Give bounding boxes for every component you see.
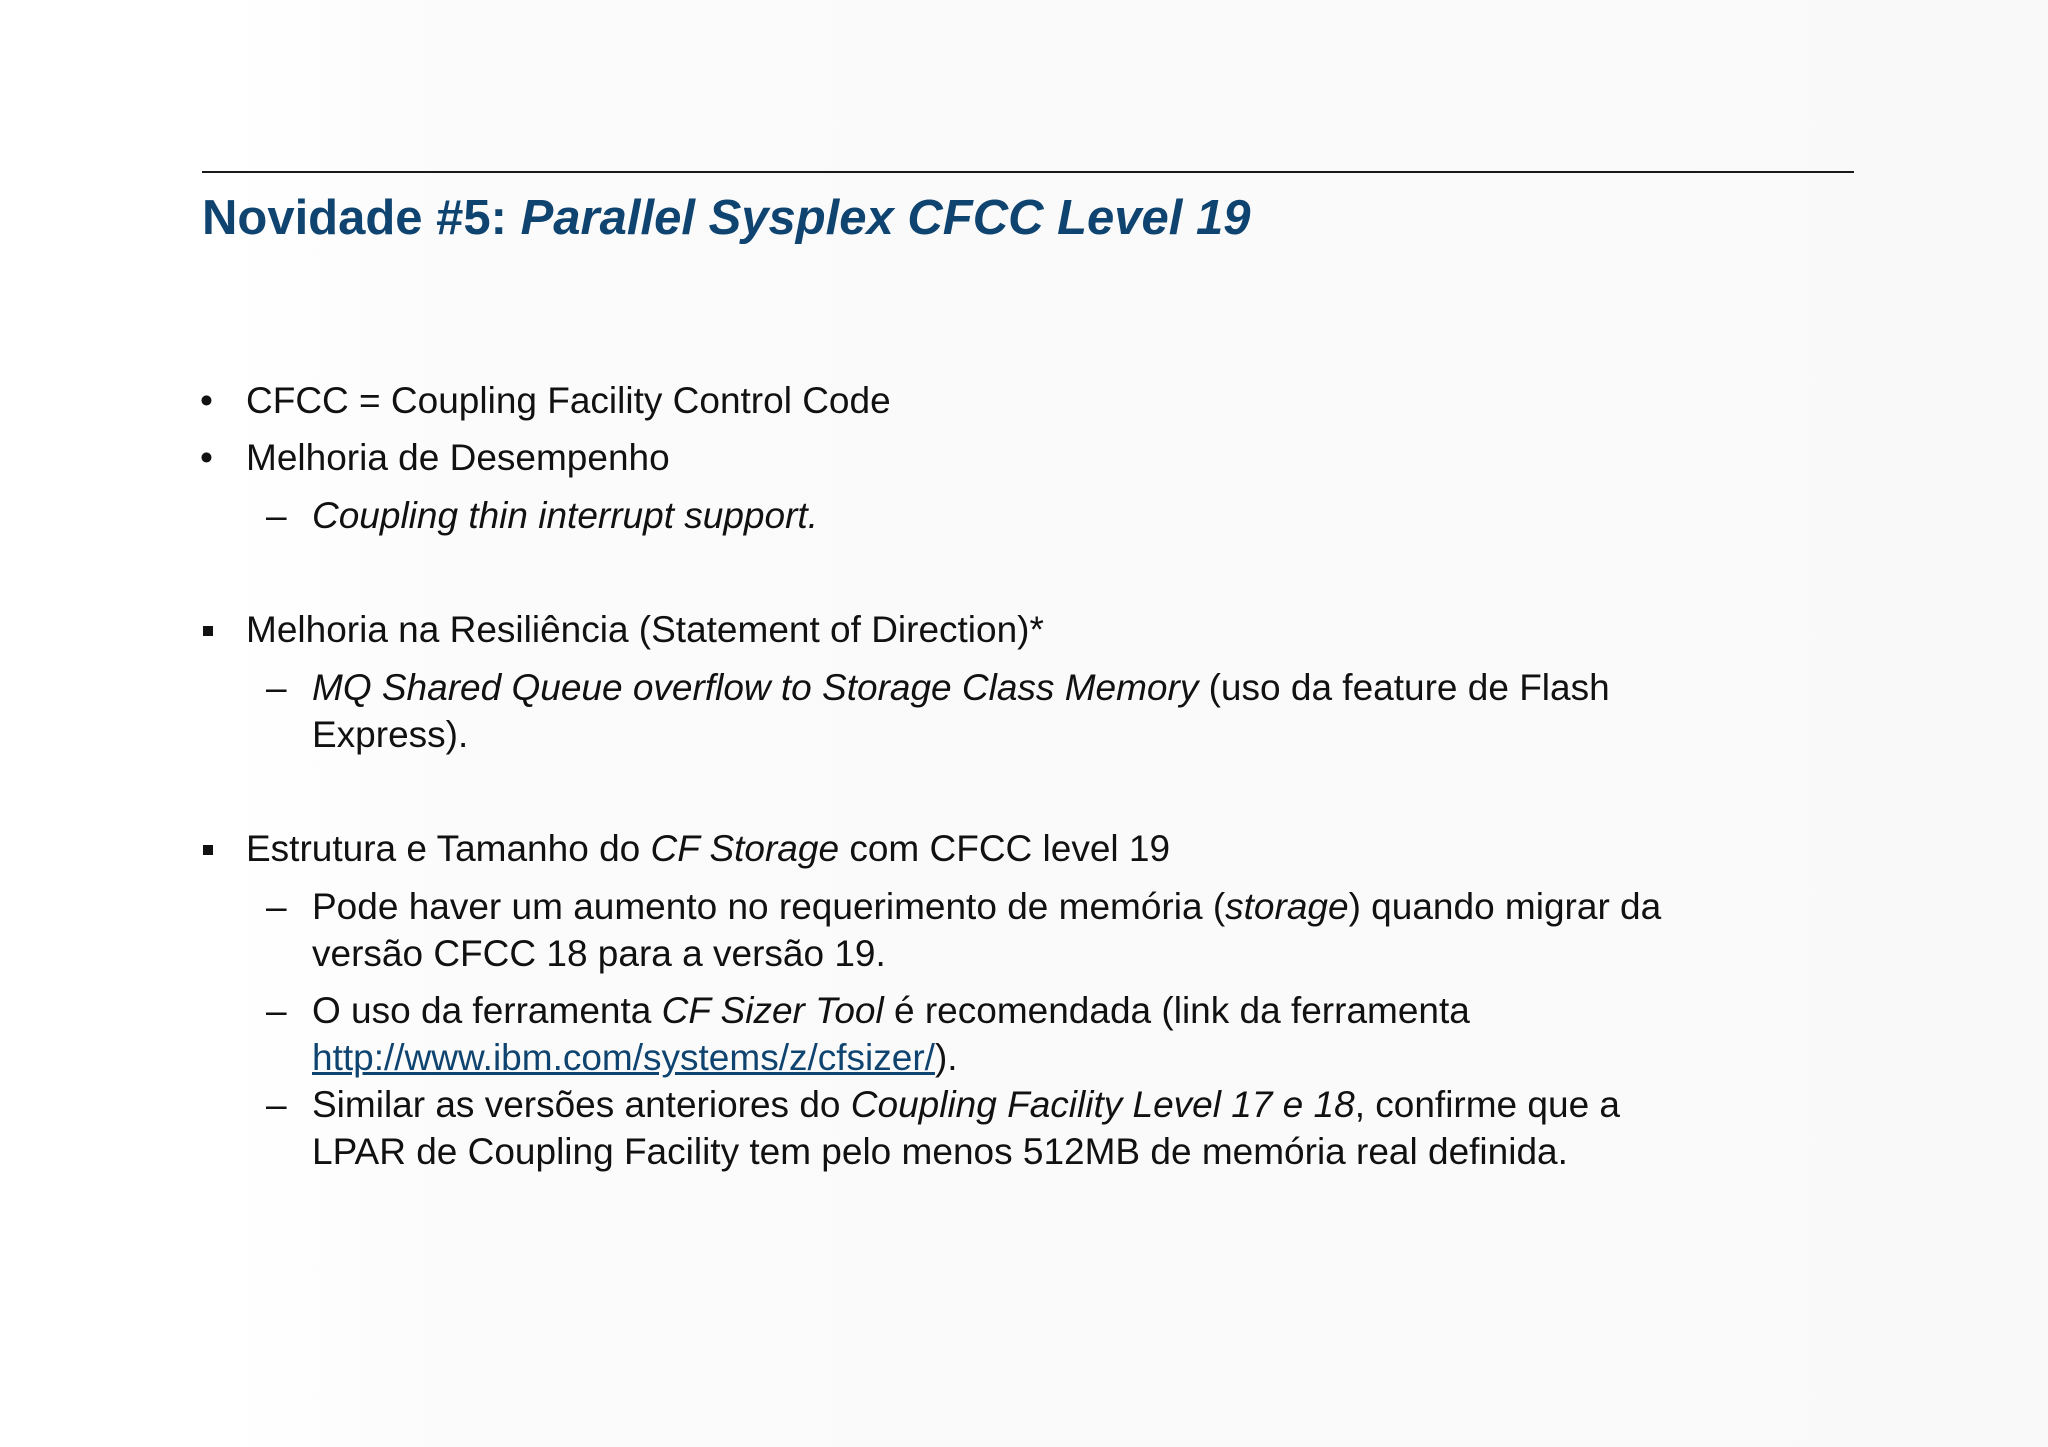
aumento-italic: storage (1225, 886, 1349, 927)
dash-marker: – (266, 886, 287, 927)
estrutura-b: com CFCC level 19 (839, 828, 1171, 869)
sub-cf-sizer (312, 988, 1470, 1034)
bullet-resiliencia: Melhoria na Resiliência (Statement of Direction)* (246, 609, 1044, 650)
cfsizer-link[interactable]: http://www.ibm.com/systems/z/cfsizer/ (312, 1037, 935, 1078)
title-prefix: Novidade #5: (202, 191, 521, 245)
sub-similar-versoes (312, 1082, 1620, 1128)
similar-italic: Coupling Facility Level 17 e 18 (850, 1084, 1355, 1125)
estrutura-a: Estrutura e Tamanho do (246, 828, 651, 869)
estrutura-italic: CF Storage (650, 828, 840, 869)
sub-mq-italic: MQ Shared Queue overflow to Storage Class Memory (312, 667, 1199, 708)
sizer-a: O uso da ferramenta (312, 990, 662, 1031)
bullet-desempenho: Melhoria de Desempenho (246, 437, 670, 478)
sub-mq-rest: (uso da feature de Flash (1198, 667, 1610, 708)
sub-thin-interrupt: Coupling thin interrupt support. (312, 495, 818, 536)
bullet-marker: • (200, 437, 213, 478)
dash-marker: – (266, 990, 287, 1031)
sub-mq-line2: Express). (312, 714, 469, 755)
square-bullet-icon (203, 626, 213, 636)
dash-marker: – (266, 667, 287, 708)
sizer-italic: CF Sizer Tool (661, 990, 884, 1031)
sub-similar-line2: LPAR de Coupling Facility tem pelo menos 512MB de memória real definida. (312, 1131, 1568, 1172)
sub-aumento-memoria (312, 884, 1661, 930)
bullet-estrutura (246, 826, 1170, 872)
aumento-a: Pode haver um aumento no requerimento de memória ( (312, 886, 1226, 927)
sizer-b: é recomendada (link da ferramenta (883, 990, 1470, 1031)
square-bullet-icon (203, 845, 213, 855)
bullet-marker: • (200, 380, 213, 421)
sub-cf-sizer-line2 (312, 1035, 958, 1081)
dash-marker: – (266, 495, 287, 536)
similar-b: , confirme que a (1354, 1084, 1621, 1125)
title-italic: Parallel Sysplex CFCC Level 19 (520, 191, 1251, 245)
sizer-end: ). (934, 1037, 958, 1078)
dash-marker: – (266, 1084, 287, 1125)
sub-aumento-line2: versão CFCC 18 para a versão 19. (312, 933, 886, 974)
sub-mq-shared-queue (312, 665, 1610, 711)
similar-a: Similar as versões anteriores do (312, 1084, 851, 1125)
aumento-b: ) quando migrar da (1348, 886, 1662, 927)
bullet-cfcc: CFCC = Coupling Facility Control Code (246, 380, 891, 421)
